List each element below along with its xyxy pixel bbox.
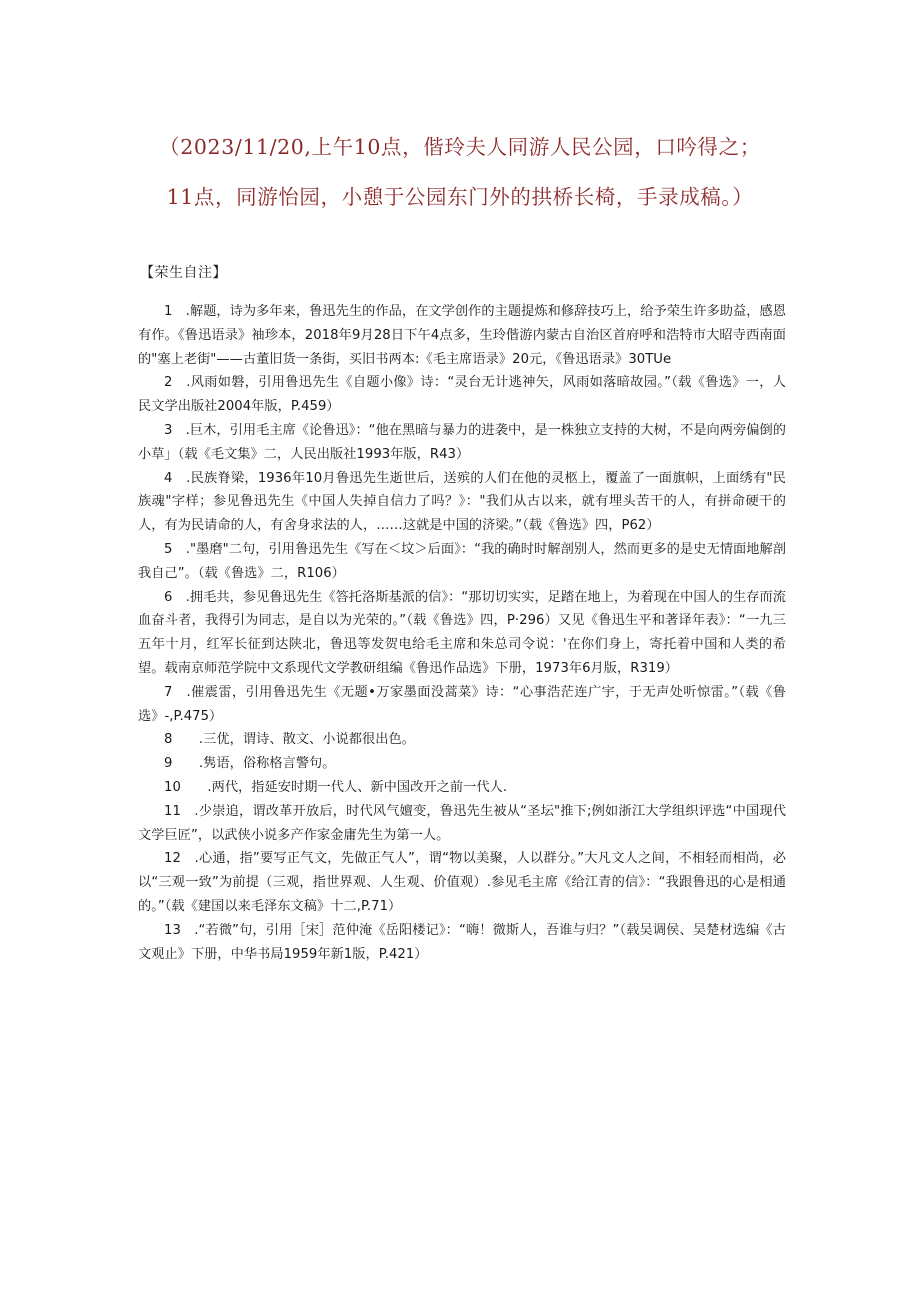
note-item: 4 .民族脊梁，1936年10月鲁迅先生逝世后，送殡的人们在他的灵柩上，覆盖了一面旗帜，上面绣有"民族魂"字样；参见鲁迅先生《中国人失掉自信力了吗？》："我们从古以来，就有埋头苦干的人，有拼命硬干的人，有为民请命的人，有舍身求法的人，……这就是中国的济梁。”（载《鲁选》四，P62） xyxy=(138,470,786,534)
note-item: 5 ."墨磨"二句，引用鲁迅先生《写在＜坟＞后面》：“我的确时时解剖别人，然而更多的是史无情面地解剖我自己”。（载《鲁选》二，R106） xyxy=(138,541,786,581)
notes-heading: 【荣生自注】 xyxy=(140,265,227,281)
note-item: 13 .“若微”句，引用［宋］范仲淹《岳阳楼记》：“嗨！微斯人，吾谁与归？”（载吴调侯、吴楚材选编《古文观止》下册，中华书局1959年新1版，P.421） xyxy=(138,922,786,962)
note-item: 10 .两代，指延安时期一代人、新中国改开之前一代人. xyxy=(164,779,508,795)
note-item: 6 .拥毛共，参见鲁迅先生《答托洛斯基派的信》：“那切切实实，足踏在地上，为着现在中国人的生存而流血奋斗者，我得引为同志，是自以为光荣的。”（载《鲁选》四，P·296）又见《鲁迅生平和著译年表》：“一九三五年十月，红军长征到达陕北，鲁迅等发贺电给毛主席和朱总司令说：'在你们身上，寄托着中国和人类的希望。载南京师范学院中文系现代文学教研组编《鲁迅作品选》下册，1973年6月版，R319） xyxy=(138,589,786,676)
note-item: 1 .解题，诗为多年来，鲁迅先生的作品，在文学创作的主题提炼和修辞技巧上，给予荣生许多助益，感恩有作。《鲁迅语录》袖珍本，2018年9月28日下午4点多，生玲偕游内蒙古自治区首府呼和浩特市大昭寺西南面的"塞上老街"——古董旧货一条街，买旧书两本:《毛主席语录》20元，《鲁迅语录》30TUe xyxy=(138,304,786,367)
note-item: 3 .巨木，引用毛主席《论鲁迅》：“他在黑暗与暴力的进袭中，是一株独立支持的大树，不是向两旁偏倒的小草」（载《毛文集》二，人民出版社1993年版，R43） xyxy=(138,422,786,462)
note-item: 8 .三优，谓诗、散文、小说都很出色。 xyxy=(164,732,415,748)
note-item: 9 .隽语，俗称格言警句。 xyxy=(164,756,336,772)
date-note-line-1: （2023/11/20,上午10点，偕玲夫人同游人民公园，口吟得之； xyxy=(159,135,761,159)
notes-list xyxy=(138,300,786,966)
poem-date-note xyxy=(140,128,780,216)
note-item: 7 .催震雷，引用鲁迅先生《无题•万家墨面没蒿菜》诗：“心事浩茫连广宇，于无声处听惊雷。”（载《鲁选》-,P.475） xyxy=(138,684,786,724)
note-item: 2 .风雨如磐，引用鲁迅先生《自题小像》诗：“灵台无计逃神矢，风雨如落暗故园。”（载《鲁选》一，人民文学出版社2004年版，P.459） xyxy=(138,375,786,415)
date-note-line-2: 11点，同游怡园，小憩于公园东门外的拱桥长椅，手录成稿。） xyxy=(166,185,754,209)
note-item: 11 .少崇追，谓改革开放后，时代风气嬗变，鲁迅先生被从“圣坛"推下;例如浙江大学组织评选“中国现代文学巨匠”，以武侠小说多产作家金庸先生为第一人。 xyxy=(138,803,786,843)
note-item: 12 .心通，指”要写正气文，先做正气人”，谓“物以美聚，人以群分。”大凡文人之间，不相轻而相尚，必以“三观一致”为前提（三观，指世界观、人生观、价值观）.参见毛主席《给江青的信》：“我跟鲁迅的心是相通的。”（载《建国以来毛泽东文稿》十二,P.71） xyxy=(138,851,786,914)
